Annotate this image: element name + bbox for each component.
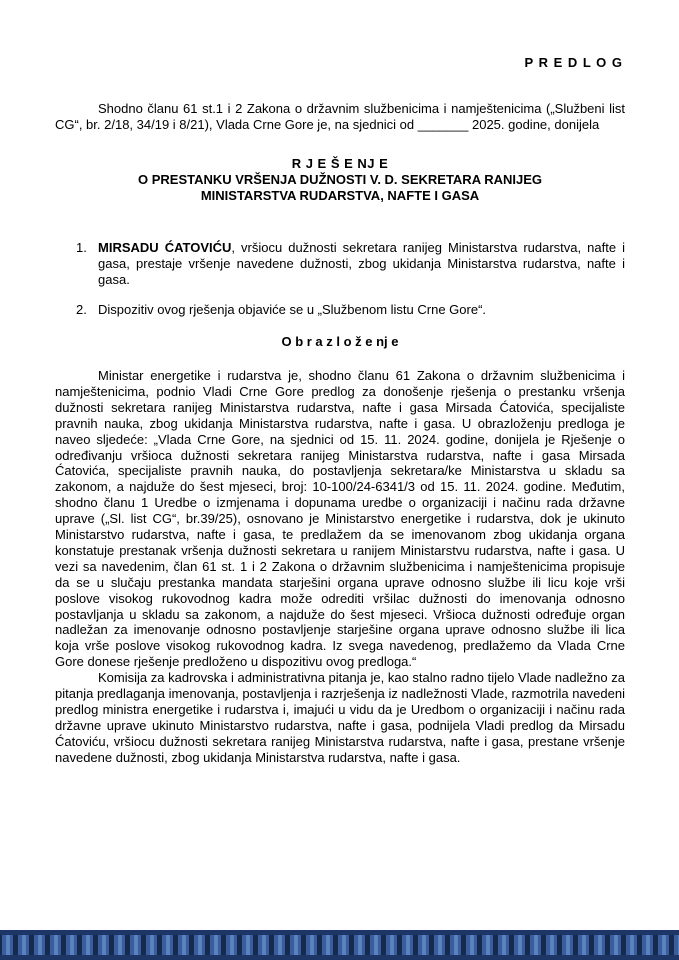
decorative-footer-bar: [0, 930, 679, 960]
explanation-paragraph-2: Komisija za kadrovska i administrativna pitanja je, kao stalno radno tijelo Vlade nadležno za pitanja predlaganja imenovanja, postavljenja i razrješenja iz nadležnosti Vlade, razmotrila navedeni predlog ministra energetike i rudarstva i, imajući u vidu da je Uredbom o organizaciji i načinu rada državne uprave ukinuto Ministarstvo rudarstva, nafte i gasa, podnijela Vladi predlog da Mirsadu Ćatoviću, vršiocu dužnosti sekretara ranijeg Ministarstva rudarstva, nafte i gasa, prestane vršenje navedene dužnosti, zbog ukidanja Ministarstva rudarstva, nafte i gasa.: [55, 670, 625, 765]
item-number: 2.: [76, 302, 87, 318]
item-person-name: MIRSADU ĆATOVIĆU: [98, 240, 232, 256]
item-text-rest: Dispozitiv ovog rješenja objaviće se u „Službenom listu Crne Gore“.: [98, 302, 487, 318]
item-text: [98, 240, 625, 288]
item-text: [98, 302, 625, 318]
decision-item-1: [55, 240, 625, 288]
document-title: R J E Š E NJ E: [291, 155, 389, 171]
decision-items: [55, 240, 625, 318]
intro-paragraph: Shodno članu 61 st.1 i 2 Zakona o državnim službenicima i namještenicima („Službeni list CG“, br. 2/18, 34/19 i 8/21), Vlada Crne Gore je, na sjednici od _______ 2025. godine, donijela: [55, 100, 625, 132]
item-number: 1.: [76, 240, 87, 256]
footer-ornament-pattern: [0, 935, 679, 955]
document-subtitle-line-1: O PRESTANKU VRŠENJA DUŽNOSTI V. D. SEKRETARA RANIJEG: [137, 171, 542, 187]
document-type-label: P R E D L O G: [524, 55, 623, 70]
explanation-paragraph-1: Ministar energetike i rudarstva je, shodno članu 61 Zakona o državnim službenicima i namještenicima, podnio Vladi Crne Gore predlog za donošenje rješenja o prestanku vršenja dužnosti sekretara ranijeg Ministarstva rudarstva, nafte i gasa Mirsada Ćatovića, specijaliste pravnih nauka, zbog ukidanja Ministarstva rudarstva, nafte i gasa. U obrazloženju predloga je naveo sljedeće: „Vlada Crne Gore, na sjednici od 15. 11. 2024. godine, donijela je Rješenje o određivanju vršioca dužnosti sekretara ranijeg Ministarstva rudarstva, nafte i gasa Mirsada Ćatovića, specijaliste pravnih nauka, do postavljenja sekretara/ke Ministarstva u skladu sa zakonom, a najduže do šest mjeseci, broj: 10-100/24-6341/3 od 15. 11. 2024. godine. Međutim, shodno članu 1 Uredbe o izmjenama i dopunama uredbe o organizaciji i načinu rada državne uprave („Sl. list CG“, br.39/25), osnovano je Ministarstvo energetike i rudarstva, dok je ukinuto Ministarstvo rudarstva, nafte i gasa, te predlažem da se imenovanom zbog ukidanja organa konstatuje prestanak vršenja dužnosti sekretara u ranijem Ministarstvu rudarstva, nafte i gasa. U vezi sa navedenim, član 61 st. 1 i 2 Zakona o državnim službenicima i namještenicima propisuje da se u slučaju prestanka mandata starješini organa uprave odnosno službe ili licu koje vrši poslove visokog rukovodnog kadra može odrediti vršilac dužnosti do imenovanja odnosno postavljanja u skladu sa zakonom, a najduže do šest mjeseci. Vršioca dužnosti određuje organ nadležan za imenovanje odnosno postavljenje starješine organa uprave odnosno službe ili lica koja vrše poslove visokog rukovodnog kadra. Iz svega navedenog, predlažemo da Vlada Crne Gore donese rješenje predloženo u dispozitivu ovog predloga.“: [55, 367, 625, 670]
item-text-rest: , vršiocu dužnosti sekretara ranijeg Ministarstva rudarstva, nafte i gasa, prestaje vršenje navedene dužnosti, zbog ukidanja Ministarstva rudarstva, nafte i gasa.: [98, 240, 625, 288]
document-subtitle: [55, 172, 625, 204]
decision-item-2: [55, 302, 625, 318]
section-heading-obrazlozenje: O b r a z l o ž e nj e: [281, 334, 399, 350]
document-subtitle-line-2: MINISTARSTVA RUDARSTVA, NAFTE I GASA: [200, 187, 480, 203]
